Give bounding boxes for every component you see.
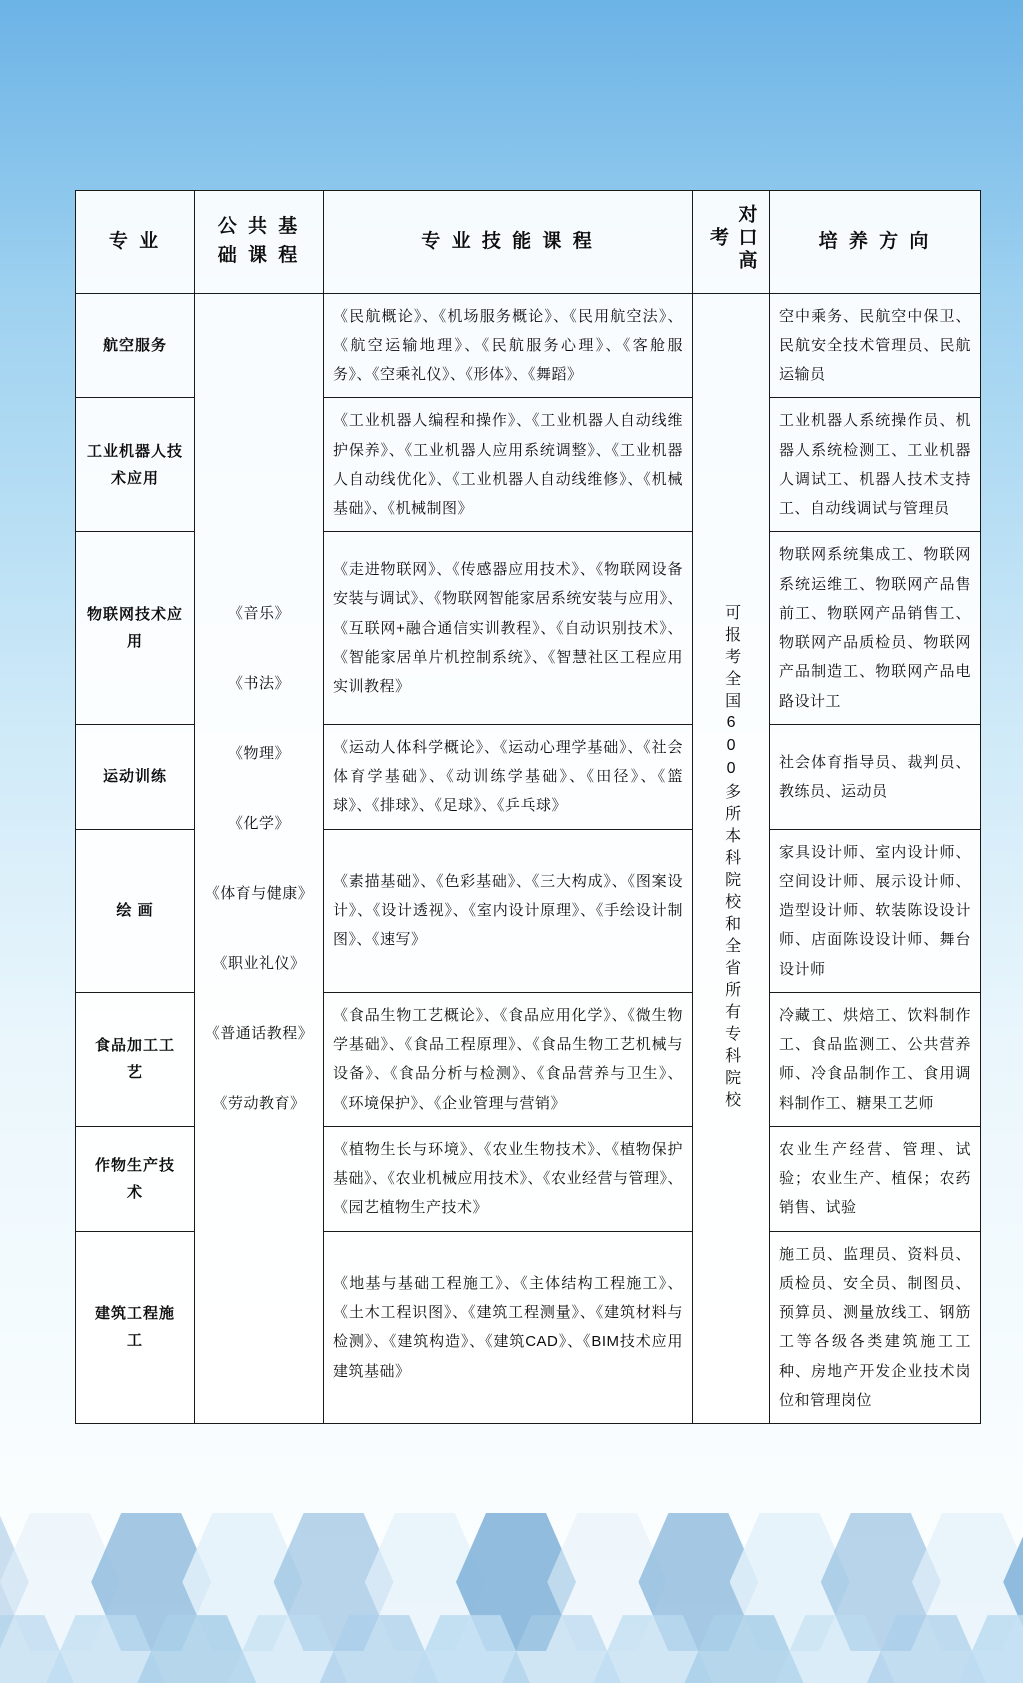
public-course-item: 《劳动教育》: [212, 1094, 306, 1112]
public-course-item: 《书法》: [227, 674, 290, 692]
cell-skill-courses: 《运动人体科学概论》、《运动心理学基础》、《社会体育学基础》、《动训练学基础》、《田径》、《篮球》、《排球》、《足球》、《乒乓球》: [324, 724, 693, 829]
cell-direction: 社会体育指导员、裁判员、教练员、运动员: [770, 724, 981, 829]
cell-skill-courses: 《素描基础》、《色彩基础》、《三大构成》、《图案设计》、《设计透视》、《室内设计原理》、《手绘设计制图》、《速写》: [324, 829, 693, 992]
cell-major: 建筑工程施 工: [76, 1231, 195, 1424]
cell-direction: 工业机器人系统操作员、机器人系统检测工、工业机器人调试工、机器人技术支持工、自动线调试与管理员: [770, 398, 981, 532]
cell-major: 工业机器人技术应用: [76, 398, 195, 532]
column-header-skill-courses: 专 业 技 能 课 程: [324, 191, 693, 294]
cell-skill-courses: 《食品生物工艺概论》、《食品应用化学》、《微生物学基础》、《食品工程原理》、《食品生物工艺机械与设备》、《食品分析与检测》、《食品营养与卫生》、《环境保护》、《企业管理与营销》: [324, 992, 693, 1126]
public-course-item: 《音乐》: [227, 604, 290, 622]
cell-direction: 冷藏工、烘焙工、饮料制作工、食品监测工、公共营养师、冷食品制作工、食用调料制作工、糖果工艺师: [770, 992, 981, 1126]
cell-major: 作物生产技 术: [76, 1126, 195, 1231]
column-header-public-courses: [195, 191, 324, 294]
cell-direction: 物联网系统集成工、物联网系统运维工、物联网产品售前工、物联网产品销售工、物联网产品质检员、物联网产品制造工、物联网产品电路设计工: [770, 532, 981, 725]
public-course-item: 《物理》: [227, 744, 290, 762]
cell-skill-courses: 《植物生长与环境》、《农业生物技术》、《植物保护基础》、《农业机械应用技术》、《农业经营与管理》、《园艺植物生产技术》: [324, 1126, 693, 1231]
table-header-row: [76, 191, 981, 294]
column-header-public-line1: 公 共 基: [217, 216, 301, 238]
column-header-direction: 培 养 方 向: [770, 191, 981, 294]
cell-major: 运动训练: [76, 724, 195, 829]
column-header-public-line2: 础 课 程: [217, 244, 301, 266]
column-header-major: 专 业: [76, 191, 195, 294]
public-course-list: [204, 578, 314, 1138]
public-course-item: 《体育与健康》: [204, 884, 314, 902]
public-course-item: 《普通话教程》: [204, 1024, 314, 1042]
cell-skill-courses: 《工业机器人编程和操作》、《工业机器人自动线维护保养》、《工业机器人应用系统调整》、《工业机器人自动线优化》、《工业机器人自动线维修》、《机械基础》、《机械制图》: [324, 398, 693, 532]
cell-major: 物联网技术应 用: [76, 532, 195, 725]
cell-skill-courses: 《走进物联网》、《传感器应用技术》、《物联网设备安装与调试》、《物联网智能家居系统安装与应用》、《互联网+融合通信实训教程》、《自动识别技术》、《智能家居单片机控制系统》、《智慧社区工程应用实训教程》: [324, 532, 693, 725]
cell-skill-courses: 《民航概论》、《机场服务概论》、《民用航空法》、《航空运输地理》、《民航服务心理》、《客舱服务》、《空乘礼仪》、《形体》、《舞蹈》: [324, 293, 693, 398]
cell-major: 航空服务: [76, 293, 195, 398]
cell-direction: 家具设计师、室内设计师、空间设计师、展示设计师、造型设计师、软装陈设设计师、店面陈设设计师、舞台设计师: [770, 829, 981, 992]
cell-public-courses: [195, 293, 324, 1424]
cell-exam-note: [693, 293, 770, 1424]
cell-direction: 农业生产经营、管理、试验；农业生产、植保；农药销售、试验: [770, 1126, 981, 1231]
table-row: [76, 293, 981, 398]
cell-major: 绘 画: [76, 829, 195, 992]
table-body: [76, 293, 981, 1424]
exam-note-text: 可报考全国600多所本科院校和全省所有专科院校: [722, 603, 740, 1113]
table-header: [76, 191, 981, 294]
majors-curriculum-table: [75, 190, 981, 1424]
decorative-hexagon-band: [0, 1453, 1023, 1683]
column-header-exam: [693, 191, 770, 294]
public-course-item: 《职业礼仪》: [212, 954, 306, 972]
cell-skill-courses: 《地基与基础工程施工》、《主体结构工程施工》、《土木工程识图》、《建筑工程测量》、《建筑材料与检测》、《建筑构造》、《建筑CAD》、《BIM技术应用建筑基础》: [324, 1231, 693, 1424]
column-header-exam-text: 对口高考: [707, 203, 757, 273]
cell-direction: 施工员、监理员、资料员、质检员、安全员、制图员、预算员、测量放线工、钢筋工等各级各类建筑施工工种、房地产开发企业技术岗位和管理岗位: [770, 1231, 981, 1424]
cell-major: 食品加工工 艺: [76, 992, 195, 1126]
public-course-item: 《化学》: [227, 814, 290, 832]
cell-direction: 空中乘务、民航空中保卫、民航安全技术管理员、民航运输员: [770, 293, 981, 398]
